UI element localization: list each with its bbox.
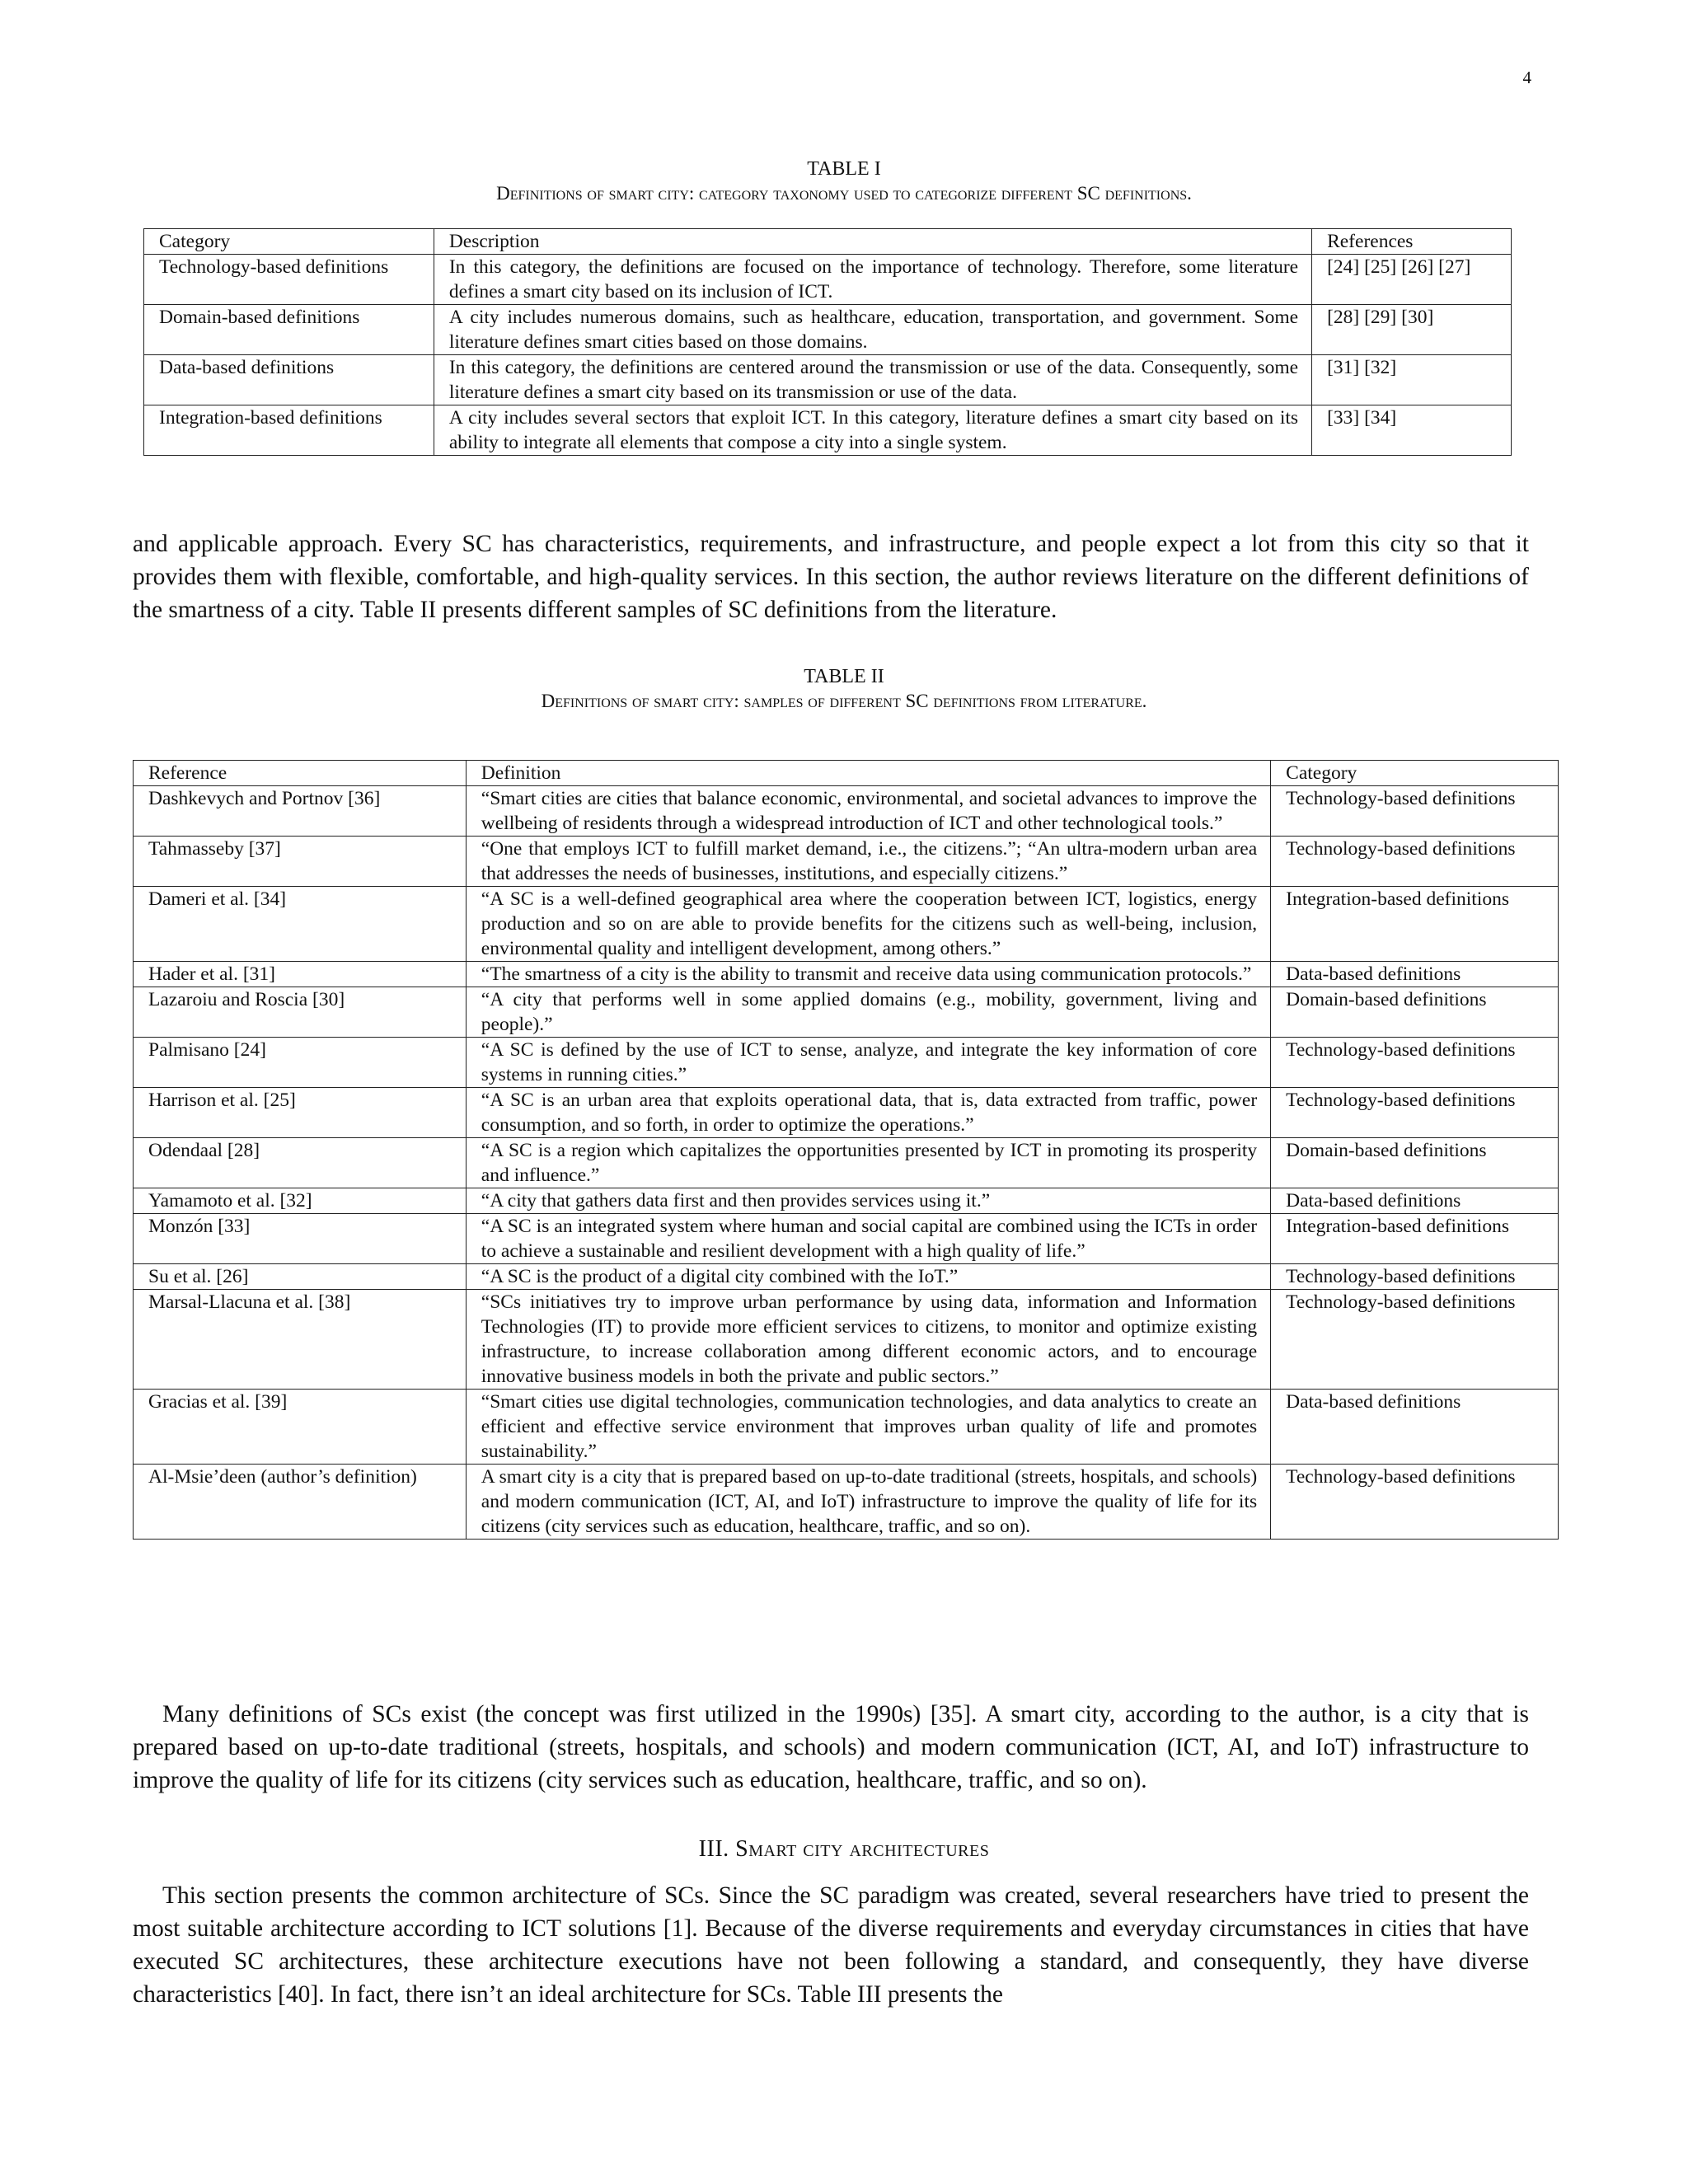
- table2-cell-category: Integration-based definitions: [1271, 1214, 1559, 1264]
- table2-cell-reference: Yamamoto et al. [32]: [134, 1188, 467, 1214]
- table2-cell-reference: Odendaal [28]: [134, 1138, 467, 1188]
- table1-cell-category: Integration-based definitions: [144, 405, 434, 456]
- paragraph-intro: and applicable approach. Every SC has characteristics, requirements, and infrastructure, and people expect a lot from this city so that it provides them with flexible, comfortable, and high-quality services. In this section, the author reviews literature on the different definitions of the smartness of a city. Table II presents different samples of SC definitions from the literature.: [133, 531, 1529, 623]
- table2-header-row: [134, 761, 1559, 786]
- table2-row: [134, 962, 1559, 987]
- table2-row: [134, 1214, 1559, 1264]
- section-heading: [0, 1836, 1688, 1863]
- table2-cell-definition: “SCs initiatives try to improve urban performance by using data, information and Information Technologies (IT) to provide more efficient services to citizens, to monitor and optimize existing infrastructure, to increase collaboration among different economic actors, and to encourage innovative business models in both the private and public sectors.”: [466, 1290, 1270, 1390]
- table2-cell-definition: “Smart cities use digital technologies, communication technologies, and data analytics to create an efficient and effective service environment that improves urban quality of life and promotes sustainability.”: [466, 1390, 1270, 1465]
- table2-header-cell: Category: [1271, 761, 1559, 786]
- table1-cell-description: A city includes numerous domains, such as healthcare, education, transportation, and government. Some literature defines smart cities based on those domains.: [434, 305, 1311, 355]
- table2-row: [134, 887, 1559, 962]
- table2-cell-definition: “The smartness of a city is the ability to transmit and receive data using communication protocols.”: [466, 962, 1270, 987]
- table2-cell-category: Technology-based definitions: [1271, 786, 1559, 837]
- table1-cell-description: A city includes several sectors that exploit ICT. In this category, literature defines a smart city based on its ability to integrate all elements that compose a city into a single system.: [434, 405, 1311, 456]
- table2-row: [134, 786, 1559, 837]
- section-number: III.: [698, 1836, 729, 1862]
- table2-cell-reference: Palmisano [24]: [134, 1038, 467, 1088]
- table2-header-cell: Reference: [134, 761, 467, 786]
- table2: [133, 760, 1559, 1540]
- table2-cell-category: Technology-based definitions: [1271, 1290, 1559, 1390]
- table2-cell-reference: Tahmasseby [37]: [134, 837, 467, 887]
- table2-row: [134, 1088, 1559, 1138]
- table1-row: [144, 305, 1512, 355]
- table2-row: [134, 1188, 1559, 1214]
- table1-header-cell: Description: [434, 229, 1311, 255]
- table2-row: [134, 1390, 1559, 1465]
- table1-cell-references: [33] [34]: [1312, 405, 1512, 456]
- table2-row: [134, 837, 1559, 887]
- table2-cell-reference: Al-Msie’deen (author’s definition): [134, 1465, 467, 1540]
- table2-row: [134, 1138, 1559, 1188]
- table1-cell-references: [28] [29] [30]: [1312, 305, 1512, 355]
- table1-row: [144, 405, 1512, 456]
- table1: [143, 228, 1512, 456]
- table2-cell-definition: A smart city is a city that is prepared based on up-to-date traditional (streets, hospitals, and schools) and modern communication (ICT, AI, and IoT) infrastructure to improve the quality of life for its citizens (city services such as education, healthcare, traffic, and so on).: [466, 1465, 1270, 1540]
- table2-cell-reference: Gracias et al. [39]: [134, 1390, 467, 1465]
- table2-cell-category: Data-based definitions: [1271, 962, 1559, 987]
- table1-cell-category: Data-based definitions: [144, 355, 434, 405]
- table1-cell-description: In this category, the definitions are focused on the importance of technology. Therefore, some literature defines a smart city based on its inclusion of ICT.: [434, 255, 1311, 305]
- table1-cell-references: [31] [32]: [1312, 355, 1512, 405]
- table2-cell-definition: “A city that gathers data first and then provides services using it.”: [466, 1188, 1270, 1214]
- table2-row: [134, 987, 1559, 1038]
- table1-label: TABLE I: [807, 158, 881, 180]
- table2-cell-reference: Su et al. [26]: [134, 1264, 467, 1290]
- table1-row: [144, 255, 1512, 305]
- paragraph-architectures: This section presents the common architecture of SCs. Since the SC paradigm was created, several researchers have tried to present the most suitable architecture according to ICT solutions [1]. Because of the diverse requirements and everyday circumstances in cities that have executed SC architectures, these architecture executions have not been following a standard, and consequently, they have diverse characteristics [40]. In fact, there isn’t an ideal architecture for SCs. Table III presents the: [133, 1882, 1529, 2008]
- table2-cell-definition: “A SC is defined by the use of ICT to sense, analyze, and integrate the key information of core systems in running cities.”: [466, 1038, 1270, 1088]
- paragraph-definitions: Many definitions of SCs exist (the concept was first utilized in the 1990s) [35]. A smart city, according to the author, is a city that is prepared based on up-to-date traditional (streets, hospitals, and schools) and modern communication (ICT, AI, and IoT) infrastructure to improve the quality of life for its citizens (city services such as education, healthcare, traffic, and so on).: [133, 1701, 1529, 1793]
- table2-row: [134, 1038, 1559, 1088]
- table2-cell-reference: Lazaroiu and Roscia [30]: [134, 987, 467, 1038]
- table2-body: [134, 761, 1559, 1540]
- table1-caption: [0, 157, 1688, 206]
- table1-header-row: [144, 229, 1512, 255]
- table2-cell-definition: “A SC is the product of a digital city combined with the IoT.”: [466, 1264, 1270, 1290]
- table2-cell-category: Domain-based definitions: [1271, 987, 1559, 1038]
- table1-cell-category: Technology-based definitions: [144, 255, 434, 305]
- table2-cell-category: Data-based definitions: [1271, 1188, 1559, 1214]
- table2-header-cell: Definition: [466, 761, 1270, 786]
- table2-cell-definition: “A SC is an urban area that exploits operational data, that is, data extracted from traffic, power consumption, and so forth, in order to optimize the operations.”: [466, 1088, 1270, 1138]
- table2-row: [134, 1290, 1559, 1390]
- section-title: Smart city architectures: [735, 1836, 990, 1862]
- table2-cell-reference: Monzón [33]: [134, 1214, 467, 1264]
- table1-cell-description: In this category, the definitions are centered around the transmission or use of the data. Consequently, some literature defines a smart city based on its transmission or use of the data.: [434, 355, 1311, 405]
- table2-caption: [0, 664, 1688, 714]
- table2-cell-category: Data-based definitions: [1271, 1390, 1559, 1465]
- table1-header-cell: References: [1312, 229, 1512, 255]
- table2-cell-category: Technology-based definitions: [1271, 1038, 1559, 1088]
- table2-cell-definition: “A SC is an integrated system where human and social capital are combined using the ICTs in order to achieve a sustainable and resilient development with a high quality of life.”: [466, 1214, 1270, 1264]
- table2-cell-definition: “A SC is a well-defined geographical area where the cooperation between ICT, logistics, energy production and so on are able to provide benefits for the citizens such as well-being, inclusion, environmental quality and intelligent development, among others.”: [466, 887, 1270, 962]
- table2-cell-definition: “A city that performs well in some applied domains (e.g., mobility, government, living and people).”: [466, 987, 1270, 1038]
- table1-cell-references: [24] [25] [26] [27]: [1312, 255, 1512, 305]
- table2-cell-category: Domain-based definitions: [1271, 1138, 1559, 1188]
- table2-cell-category: Technology-based definitions: [1271, 1465, 1559, 1540]
- table1-body: [144, 229, 1512, 456]
- table2-cell-definition: “Smart cities are cities that balance economic, environmental, and societal advances to improve the wellbeing of residents through a widespread introduction of ICT and other technological tools.”: [466, 786, 1270, 837]
- table2-cell-definition: “A SC is a region which capitalizes the opportunities presented by ICT in promoting its prosperity and influence.”: [466, 1138, 1270, 1188]
- table2-row: [134, 1465, 1559, 1540]
- table2-cell-reference: Dashkevych and Portnov [36]: [134, 786, 467, 837]
- table2-cell-definition: “One that employs ICT to fulfill market demand, i.e., the citizens.”; “An ultra-modern urban area that addresses the needs of businesses, institutions, and especially citizens.”: [466, 837, 1270, 887]
- table2-label: TABLE II: [804, 666, 884, 687]
- table1-cell-category: Domain-based definitions: [144, 305, 434, 355]
- table2-cell-category: Technology-based definitions: [1271, 837, 1559, 887]
- table2-cell-category: Technology-based definitions: [1271, 1264, 1559, 1290]
- table2-cell-reference: Dameri et al. [34]: [134, 887, 467, 962]
- table2-row: [134, 1264, 1559, 1290]
- page-number: 4: [1522, 68, 1531, 87]
- table1-row: [144, 355, 1512, 405]
- table2-cell-reference: Hader et al. [31]: [134, 962, 467, 987]
- table2-cell-category: Technology-based definitions: [1271, 1088, 1559, 1138]
- table2-cell-category: Integration-based definitions: [1271, 887, 1559, 962]
- table2-cell-reference: Harrison et al. [25]: [134, 1088, 467, 1138]
- table2-cell-reference: Marsal-Llacuna et al. [38]: [134, 1290, 467, 1390]
- table1-header-cell: Category: [144, 229, 434, 255]
- table1-caption-text: Definitions of smart city: category taxonomy used to categorize different SC definitions.: [496, 183, 1192, 204]
- table2-caption-text: Definitions of smart city: samples of different SC definitions from literature.: [541, 691, 1147, 711]
